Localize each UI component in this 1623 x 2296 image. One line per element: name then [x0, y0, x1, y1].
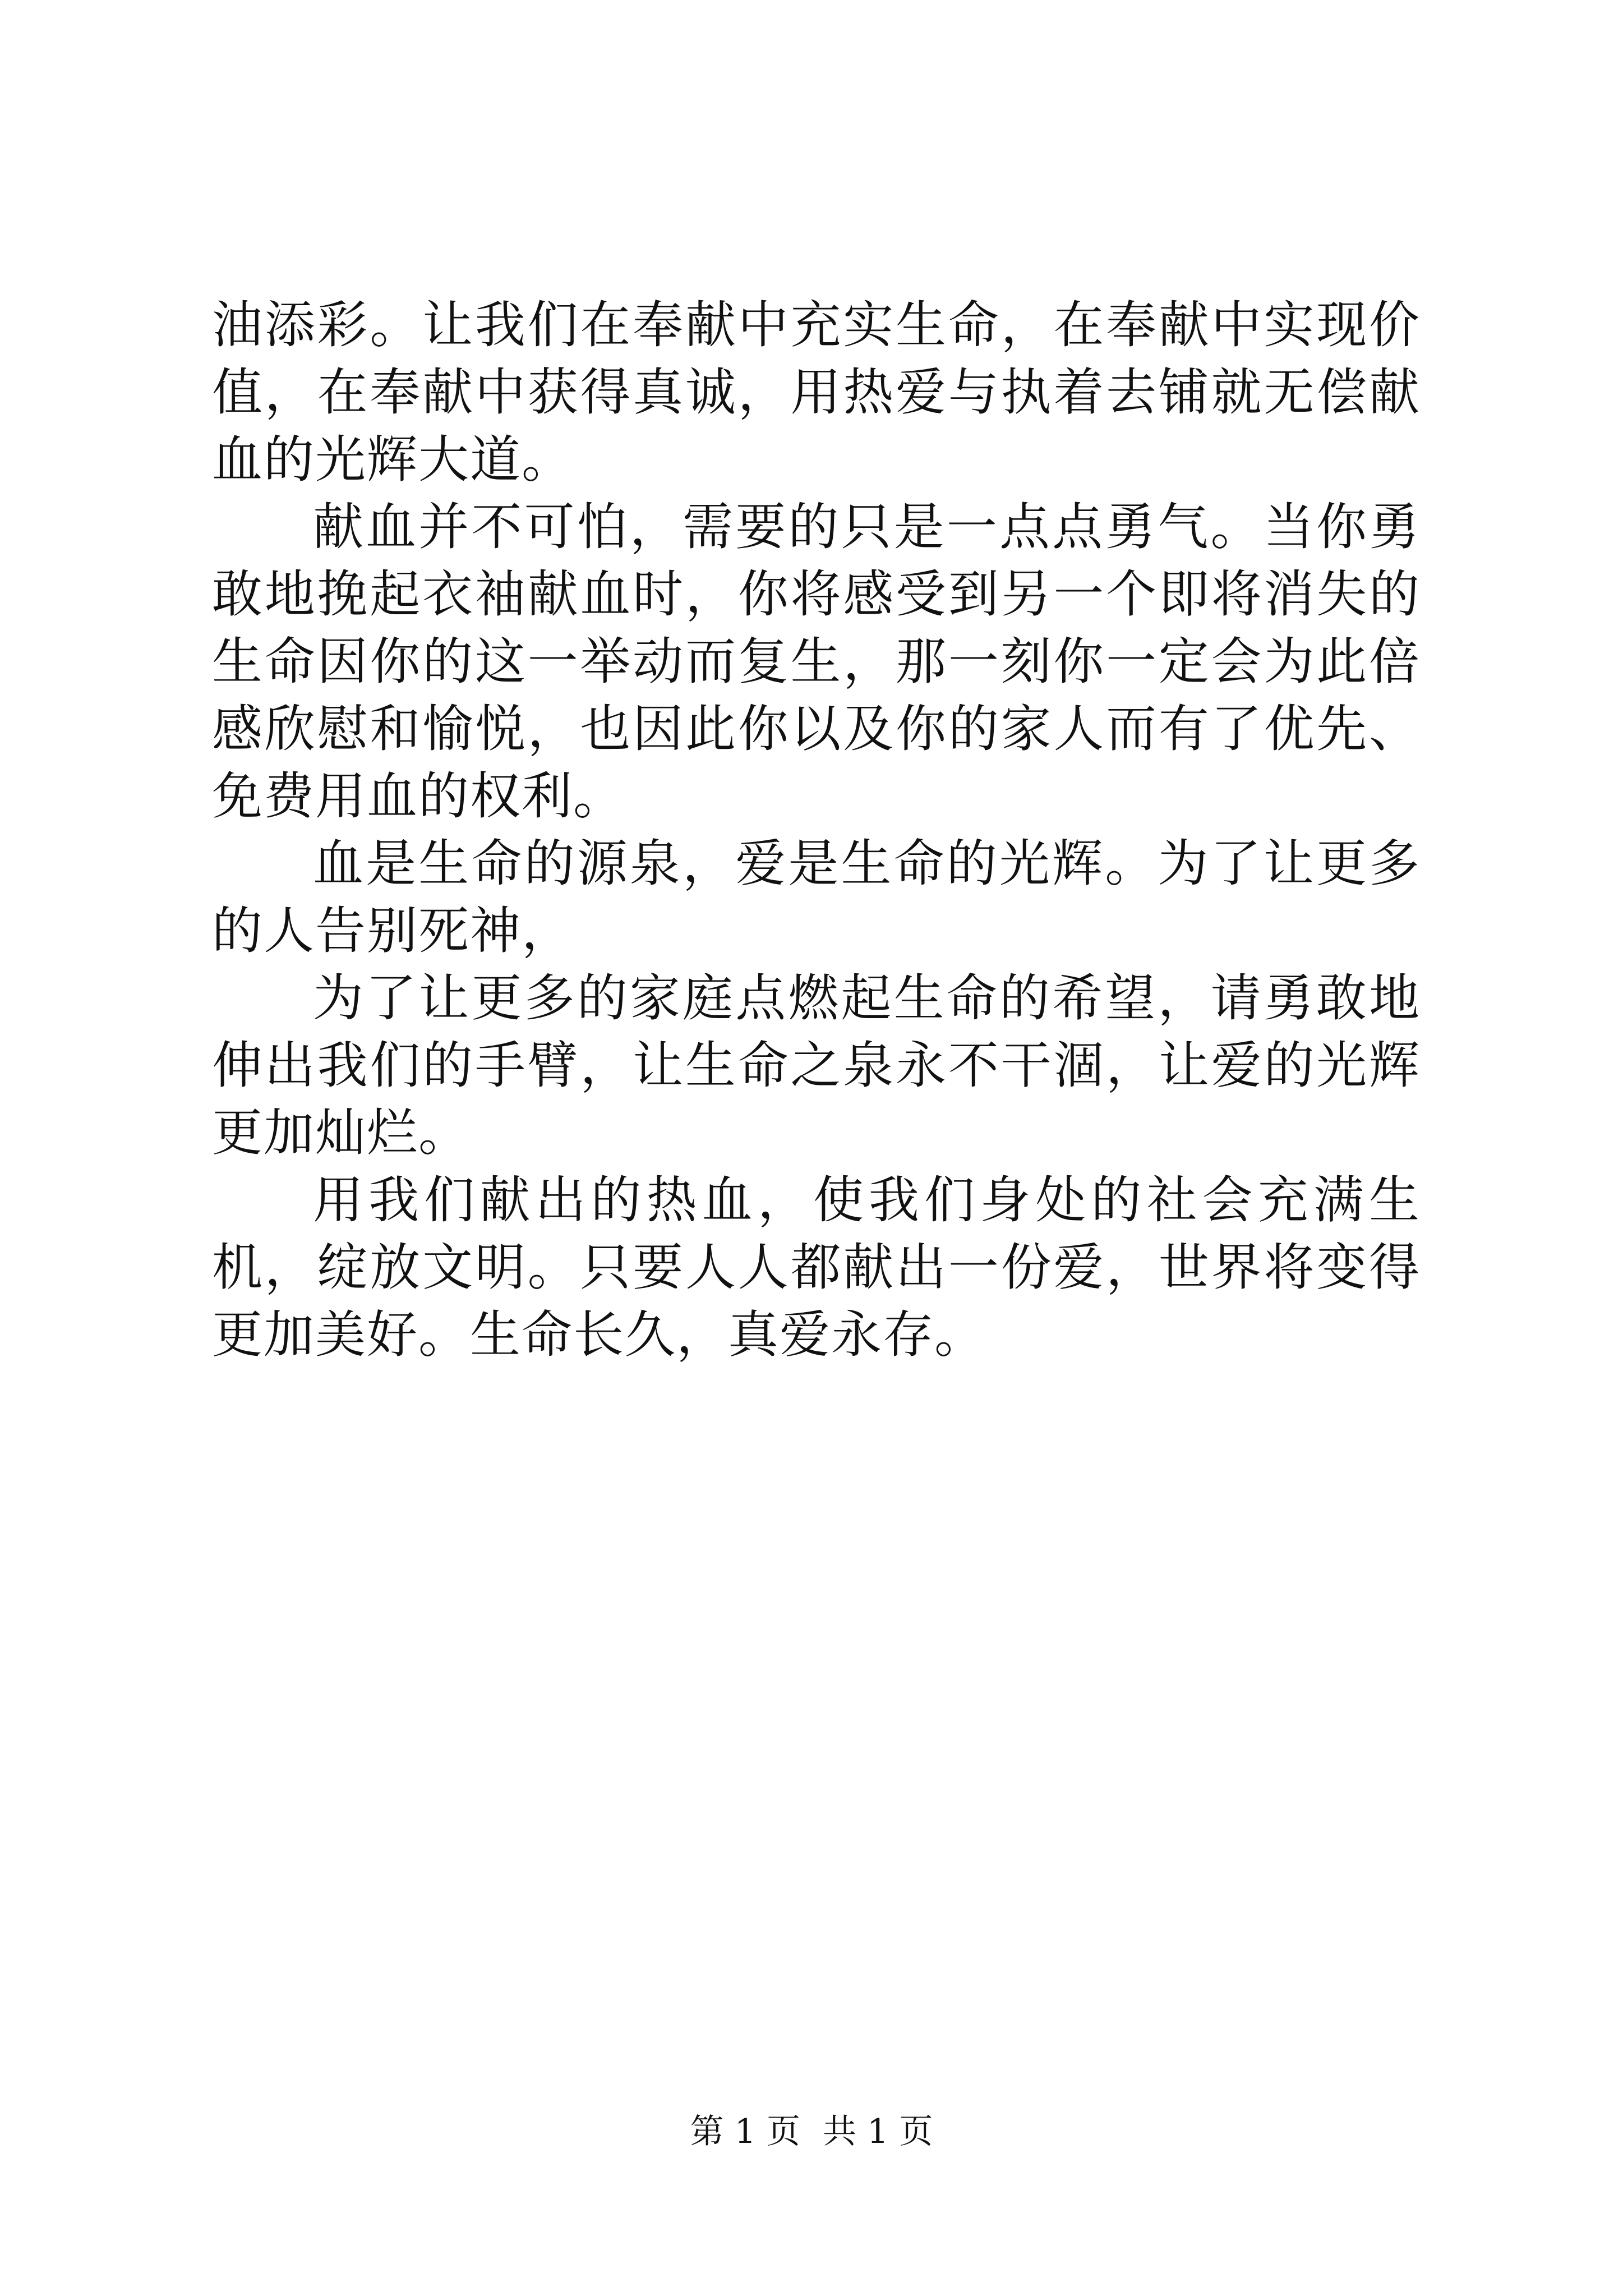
- paragraph-1: 油添彩。让我们在奉献中充实生命，在奉献中实现价值，在奉献中获得真诚，用热爱与执着去铺就无偿献血的光辉大道。: [212, 296, 1421, 489]
- document-body: [212, 292, 1421, 1369]
- page-footer: [0, 2109, 1623, 2154]
- paragraph-3: 血是生命的源泉，爱是生命的光辉。为了让更多的人告别死神，: [212, 834, 1421, 960]
- page-number: 第 1 页: [690, 2112, 800, 2151]
- paragraph-4: 为了让更多的家庭点燃起生命的希望，请勇敢地伸出我们的手臂，让生命之泉永不干涸，让爱的光辉更加灿烂。: [212, 969, 1421, 1162]
- page-total: 共 1 页: [823, 2112, 933, 2151]
- paragraph-2: 献血并不可怕，需要的只是一点点勇气。当你勇敢地挽起衣袖献血时，你将感受到另一个即将消失的生命因你的这一举动而复生，那一刻你一定会为此倍感欣慰和愉悦，也因此你以及你的家人而有了优先、免费用血的权利。: [212, 498, 1421, 826]
- paragraph-5: 用我们献出的热血，使我们身处的社会充满生机，绽放文明。只要人人都献出一份爱，世界将变得更加美好。生命长久，真爱永存。: [212, 1171, 1421, 1364]
